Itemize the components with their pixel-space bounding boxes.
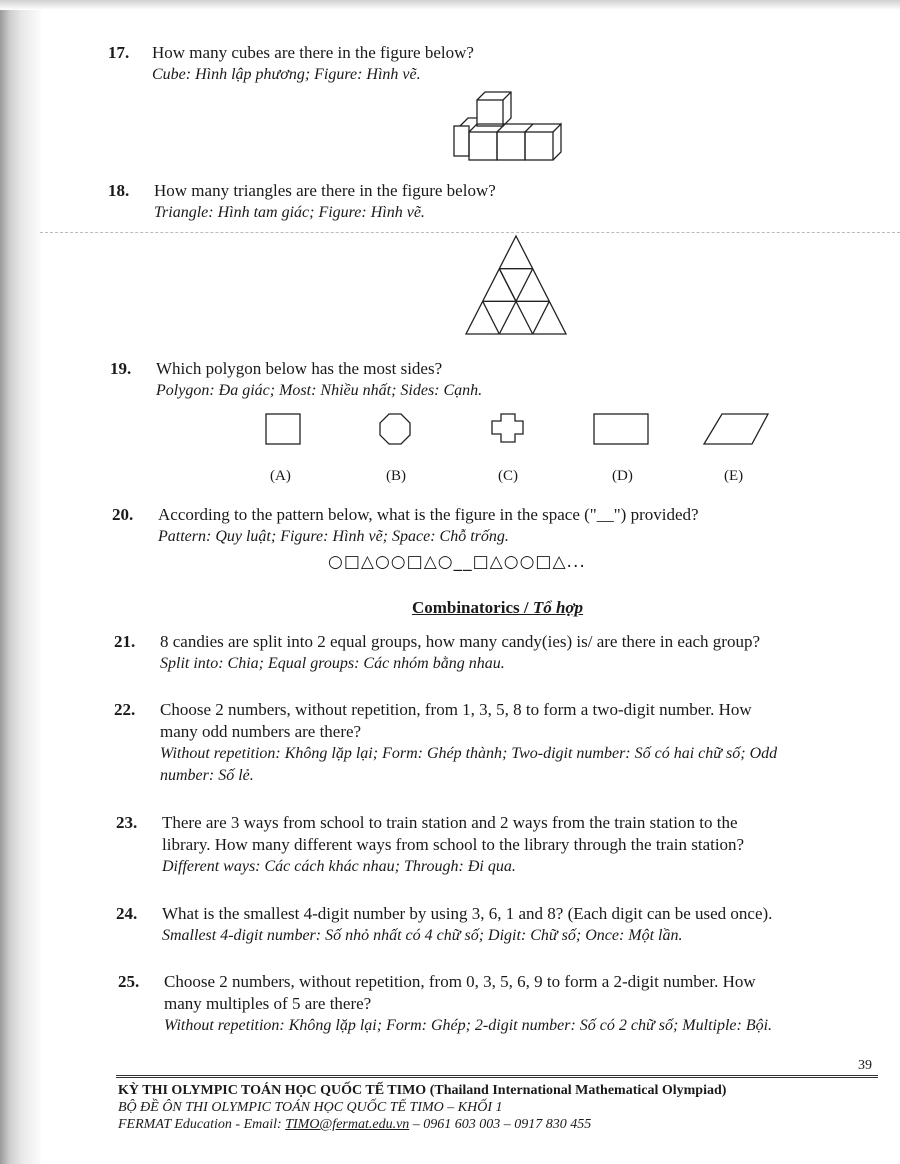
vietnamese-glossary: Polygon: Đa giác; Most: Nhiều nhất; Sides: Cạnh.: [156, 382, 483, 399]
question-text-line-1: Choose 2 numbers, without repetition, from 0, 3, 5, 6, 9 to form a 2-digit number. How: [164, 972, 756, 991]
question-text-line-1: There are 3 ways from school to train station and 2 ways from the train station to the: [162, 813, 738, 832]
vietnamese-glossary-line-2: number: Số lẻ.: [160, 767, 254, 784]
question-number: 21.: [114, 632, 136, 651]
section-title-vi: Tổ hợp: [532, 598, 584, 617]
rectangle-shape: [594, 414, 648, 444]
option-c-label: (C): [498, 468, 518, 484]
footer-phones: – 0961 603 003 – 0917 830 455: [409, 1117, 592, 1132]
option-b-label: (B): [386, 468, 406, 484]
section-title-en: Combinatorics /: [411, 598, 533, 617]
vietnamese-glossary: Different ways: Các cách khác nhau; Through: Đi qua.: [162, 858, 516, 875]
footer: [118, 1082, 726, 1133]
question-text: How many triangles are there in the figure below?: [154, 181, 496, 200]
square-shape: [266, 414, 300, 444]
footer-line-1: KỲ THI OLYMPIC TOÁN HỌC QUỐC TẾ TIMO (Thailand International Mathematical Olympiad): [118, 1083, 727, 1098]
option-a-label: (A): [270, 468, 291, 484]
vietnamese-glossary: Triangle: Hình tam giác; Figure: Hình vẽ.: [154, 204, 425, 221]
footer-line-3: [118, 1116, 726, 1133]
question-text-line-1: Choose 2 numbers, without repetition, from 1, 3, 5, 8 to form a two-digit number. How: [160, 700, 752, 719]
polygon-options: [260, 410, 780, 450]
scan-shadow-left: [0, 0, 42, 1164]
scan-fold-line: [40, 232, 900, 233]
cross-shape: [492, 414, 523, 442]
vietnamese-glossary: Without repetition: Không lặp lại; Form: Ghép; 2-digit number: Số có 2 chữ số; Multiple: Bội.: [164, 1017, 773, 1034]
question-text: Which polygon below has the most sides?: [156, 359, 443, 378]
footer-line-2: BỘ ĐỀ ÔN THI OLYMPIC TOÁN HỌC QUỐC TẾ TIMO – KHỐI 1: [118, 1100, 503, 1115]
vietnamese-glossary: Split into: Chia; Equal groups: Các nhóm bằng nhau.: [160, 655, 505, 672]
shape-pattern: ○□△○○□△○__□△○○□△...: [328, 552, 586, 572]
question-number: 18.: [108, 181, 130, 200]
cubes-figure: [450, 90, 565, 162]
scan-shadow-top: [0, 0, 900, 10]
triangles-figure: [462, 234, 570, 336]
question-text-line-2: many multiples of 5 are there?: [164, 994, 372, 1013]
vietnamese-glossary-line-1: Without repetition: Không lặp lại; Form: Ghép thành; Two-digit number: Số có hai chữ số; Odd: [160, 745, 778, 762]
octagon-shape: [380, 414, 410, 444]
question-number: 22.: [114, 700, 136, 719]
page-number: 39: [858, 1058, 872, 1073]
vietnamese-glossary: Smallest 4-digit number: Số nhỏ nhất có 4 chữ số; Digit: Chữ số; Once: Một lần.: [162, 927, 683, 944]
question-number: 19.: [110, 359, 132, 378]
section-heading: [0, 598, 900, 618]
vietnamese-glossary: Cube: Hình lập phương; Figure: Hình vẽ.: [152, 66, 421, 83]
question-text-line-2: many odd numbers are there?: [160, 722, 362, 741]
option-d-label: (D): [612, 468, 633, 484]
footer-email-label: FERMAT Education - Email:: [118, 1117, 286, 1132]
footer-rule: [116, 1075, 878, 1078]
question-text: 8 candies are split into 2 equal groups, how many candy(ies) is/ are there in each group?: [160, 632, 760, 651]
question-number: 20.: [112, 505, 134, 524]
question-text: According to the pattern below, what is the figure in the space ("__") provided?: [158, 505, 699, 524]
question-number: 17.: [108, 43, 130, 62]
option-e-label: (E): [724, 468, 744, 484]
vietnamese-glossary: Pattern: Quy luật; Figure: Hình vẽ; Space: Chỗ trống.: [158, 528, 509, 545]
question-number: 23.: [116, 813, 138, 832]
question-text-line-2: library. How many different ways from school to the library through the train station?: [162, 835, 745, 854]
question-text: What is the smallest 4-digit number by using 3, 6, 1 and 8? (Each digit can be used once).: [162, 904, 773, 923]
question-number: 24.: [116, 904, 138, 923]
question-number: 25.: [118, 972, 140, 991]
question-text: How many cubes are there in the figure below?: [152, 43, 474, 62]
footer-email-link[interactable]: TIMO@fermat.edu.vn: [285, 1117, 410, 1132]
parallelogram-shape: [704, 414, 768, 444]
